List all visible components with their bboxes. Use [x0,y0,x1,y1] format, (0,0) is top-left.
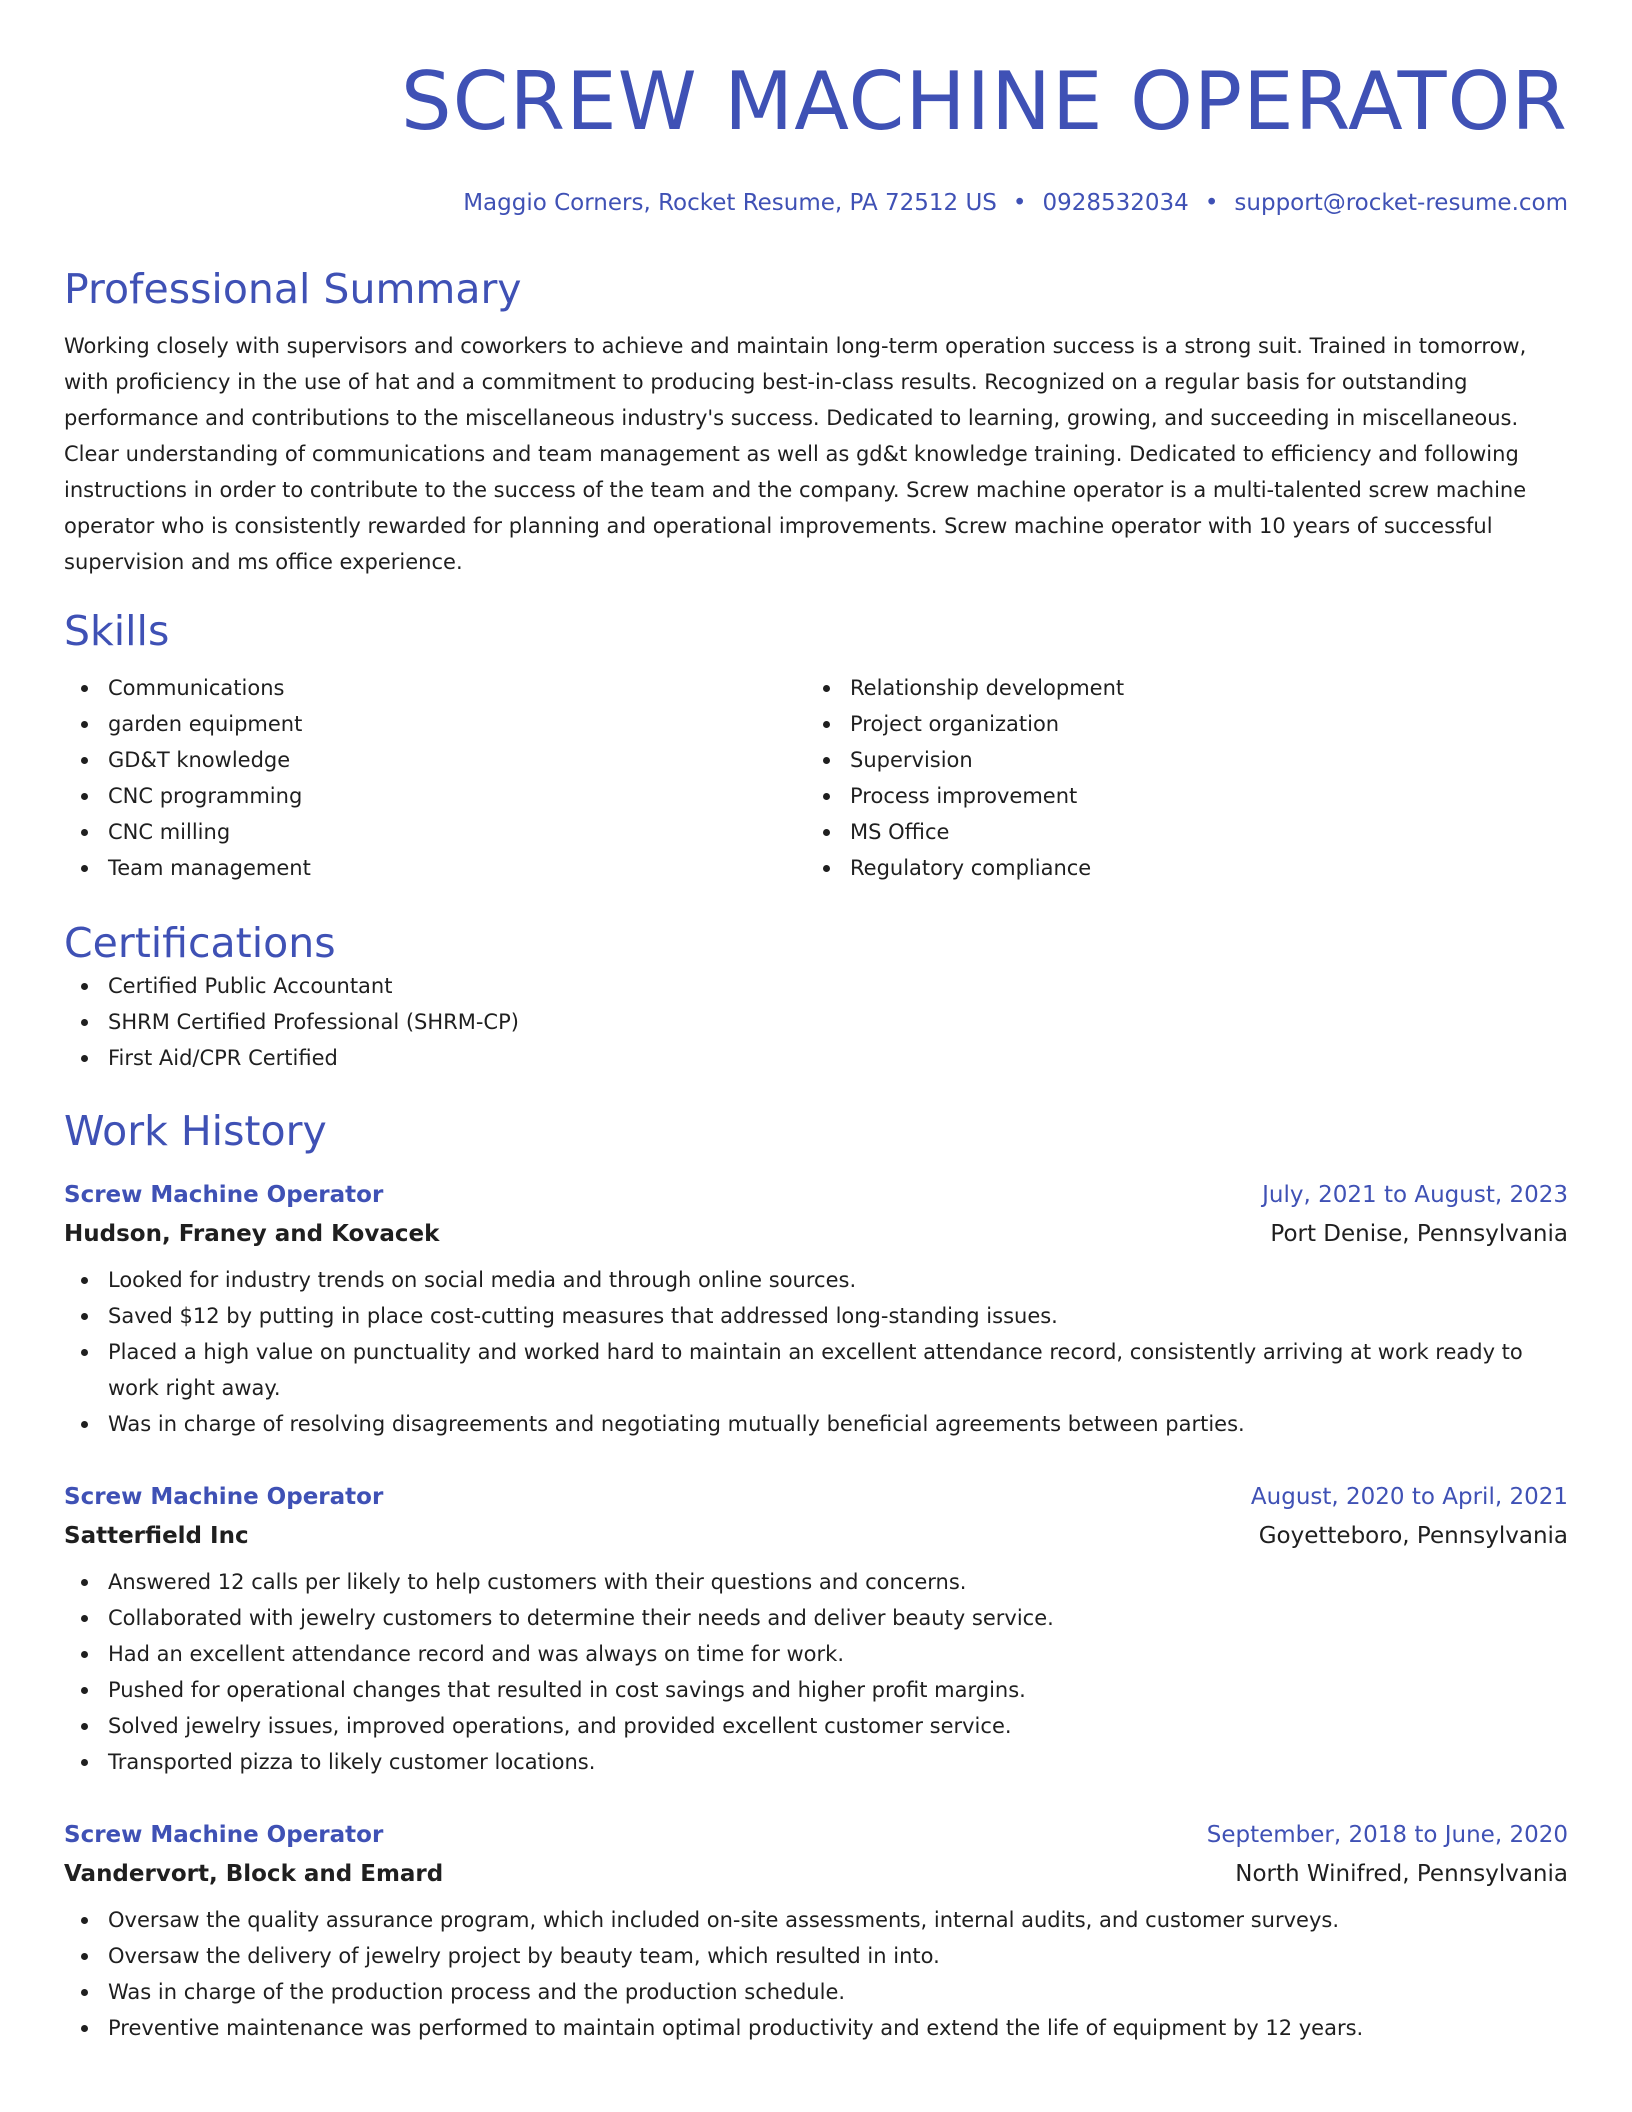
job-dates: August, 2020 to April, 2021 [1250,1484,1568,1510]
job-bullets [64,1564,1568,1780]
skill-item: GD&T knowledge [64,742,806,778]
job-company-row [64,1516,1568,1556]
job-title: Screw Machine Operator [64,1484,384,1510]
job-bullet: Looked for industry trends on social media and through online sources. [64,1262,1568,1298]
phone: 0928532034 [1042,190,1189,216]
skills-list [64,670,1568,886]
job-entry [64,1816,1568,2046]
job-bullet: Had an excellent attendance record and was always on time for work. [64,1636,1568,1672]
skill-item: CNC milling [64,814,806,850]
job-header-row [64,1816,1568,1854]
skill-item: Process improvement [806,778,1548,814]
job-header-row [64,1176,1568,1214]
job-dates: September, 2018 to June, 2020 [1206,1822,1568,1848]
certification-item: First Aid/CPR Certified [64,1040,1568,1076]
job-bullet: Transported pizza to likely customer locations. [64,1744,1568,1780]
email: support@rocket-resume.com [1234,190,1568,216]
skill-item: MS Office [806,814,1548,850]
job-bullet: Oversaw the quality assurance program, which included on-site assessments, internal audits, and customer surveys. [64,1902,1568,1938]
job-bullet: Was in charge of the production process and the production schedule. [64,1974,1568,2010]
address: Maggio Corners, Rocket Resume, PA 72512 US [463,190,997,216]
work-history-title: Work History [64,1107,327,1155]
certifications-list [64,968,1568,1076]
job-bullets [64,1262,1568,1442]
job-bullet: Oversaw the delivery of jewelry project by beauty team, which resulted in into. [64,1938,1568,1974]
job-bullet: Was in charge of resolving disagreements and negotiating mutually beneficial agreements between parties. [64,1406,1568,1442]
summary-title: Professional Summary [64,265,522,313]
skills-left-column [64,670,806,886]
job-location: Port Denise, Pennsylvania [1270,1221,1568,1247]
job-title: Screw Machine Operator [64,1822,384,1848]
contact-line [64,188,1568,218]
resume-header [64,0,1568,218]
summary-text: Working closely with supervisors and coworkers to achieve and maintain long-term operation success is a strong suit. Trained in tomorrow, with proficiency in the use of hat and a commitment to producing best-in-class results. Recognized on a regular basis for outstanding performance and contributions to the miscellaneous industry's success. Dedicated to learning, growing, and succeeding in miscellaneous. Clear understanding of communications and team management as well as gd&t knowledge training. Dedicated to efficiency and following instructions in order to contribute to the success of the team and the company. Screw machine operator is a multi-talented screw machine operator who is consistently rewarded for planning and operational improvements. Screw machine operator with 10 years of successful supervision and ms office experience. [64,334,1527,574]
job-dates: July, 2021 to August, 2023 [1262,1182,1568,1208]
skill-item: Team management [64,850,806,886]
skills-right-column [806,670,1548,886]
skill-item: Relationship development [806,670,1548,706]
job-location: Goyetteboro, Pennsylvania [1258,1523,1568,1549]
job-bullet: Placed a high value on punctuality and worked hard to maintain an excellent attendance record, consistently arriving at work ready to work right away. [64,1334,1568,1406]
skill-item: Communications [64,670,806,706]
job-bullet: Solved jewelry issues, improved operations, and provided excellent customer service. [64,1708,1568,1744]
job-bullet: Preventive maintenance was performed to maintain optimal productivity and extend the life of equipment by 12 years. [64,2010,1568,2046]
certification-item: Certified Public Accountant [64,968,1568,1004]
job-company: Hudson, Franey and Kovacek [64,1221,440,1247]
job-company-row [64,1854,1568,1894]
skill-item: Project organization [806,706,1548,742]
job-company: Satterfield Inc [64,1523,249,1549]
job-company-row [64,1214,1568,1254]
job-company: Vandervort, Block and Emard [64,1861,444,1887]
job-header-row [64,1478,1568,1516]
skill-item: CNC programming [64,778,806,814]
job-bullet: Pushed for operational changes that resulted in cost savings and higher profit margins. [64,1672,1568,1708]
contact-separator: • [1012,190,1027,216]
job-title: Screw Machine Operator [64,1182,384,1208]
job-title-heading: SCREW MACHINE OPERATOR [400,55,1568,148]
contact-separator: • [1204,190,1219,216]
certification-item: SHRM Certified Professional (SHRM-CP) [64,1004,1568,1040]
job-bullets [64,1902,1568,2046]
job-bullet: Answered 12 calls per likely to help customers with their questions and concerns. [64,1564,1568,1600]
job-entry [64,1478,1568,1780]
skill-item: garden equipment [64,706,806,742]
job-bullet: Collaborated with jewelry customers to determine their needs and deliver beauty service. [64,1600,1568,1636]
skills-title: Skills [64,607,170,655]
job-bullet: Saved $12 by putting in place cost-cutting measures that addressed long-standing issues. [64,1298,1568,1334]
certifications-title: Certifications [64,919,336,967]
skill-item: Supervision [806,742,1548,778]
job-location: North Winifred, Pennsylvania [1235,1861,1568,1887]
skill-item: Regulatory compliance [806,850,1548,886]
job-entry [64,1176,1568,1442]
